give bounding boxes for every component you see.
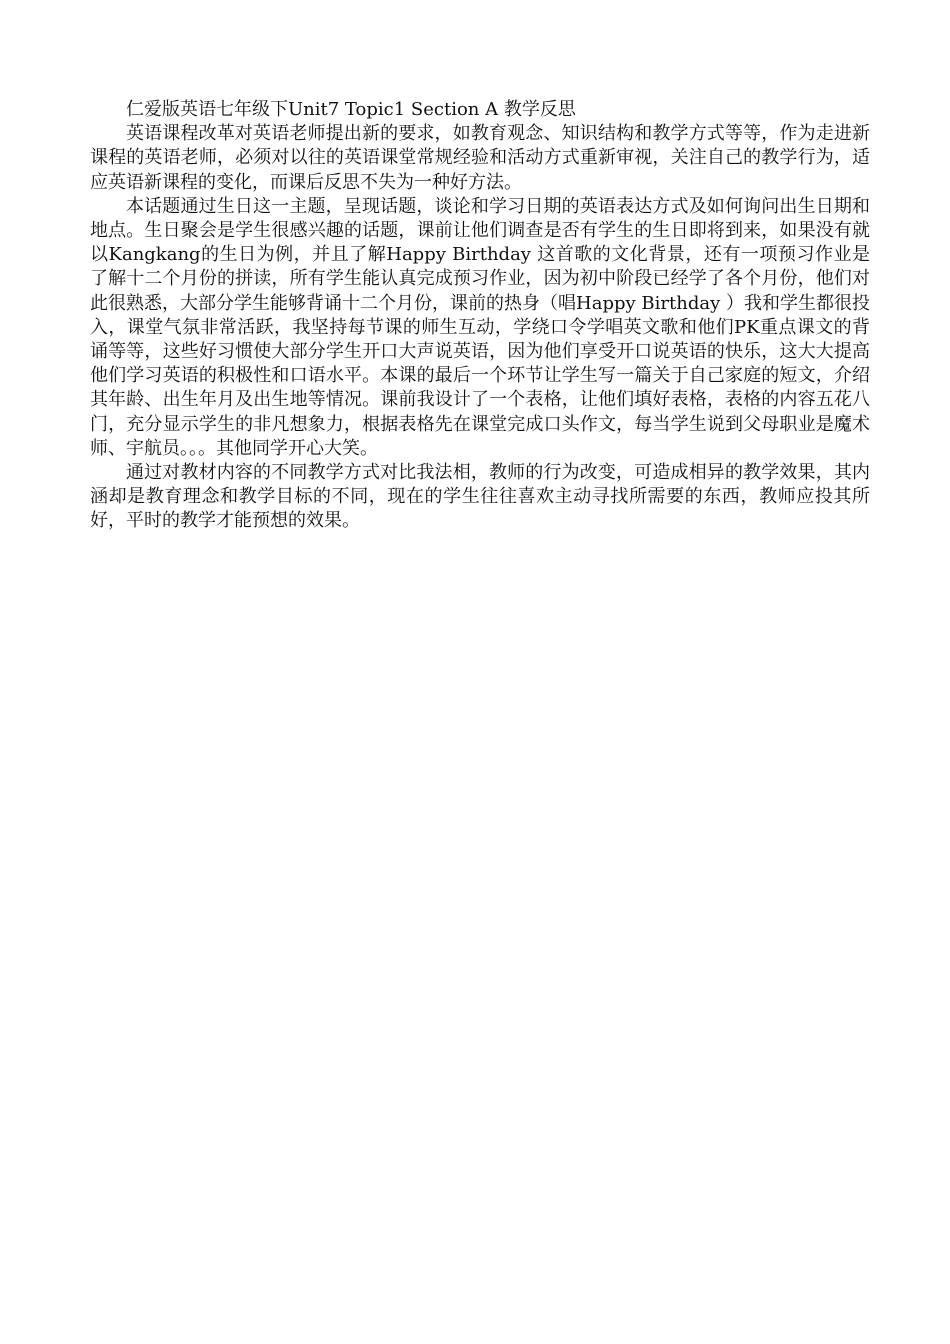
paragraph-lesson-description: 本话题通过生日这一主题，呈现话题，谈论和学习日期的英语表达方式及如何询问出生日期和地点。生日聚会是学生很感兴趣的话题，课前让他们调查是否有学生的生日即将到来，如果没有就以Kangkang的生日为例，并且了解Happy Birthday 这首歌的文化背景，还有一项预习作业是了解十二个月份的拼读，所有学生能认真完成预习作业，因为初中阶段已经学了各个月份，他们对此很熟悉，大部分学生能够背诵十二个月份，课前的热身（唱Happy Birthday ）我和学生都很投入，课堂气氛非常活跃，我坚持每节课的师生互动，学绕口令学唱英文歌和他们PK重点课文的背诵等等，这些好习惯使大部分学生开口大声说英语，因为他们享受开口说英语的快乐，这大大提高他们学习英语的积极性和口语水平。本课的最后一个环节让学生写一篇关于自己家庭的短文，介绍其年龄、出生年月及出生地等情况。课前我设计了一个表格，让他们填好表格，表格的内容五花八门，充分显示学生的非凡想象力，根据表格先在课堂完成口头作文，每当学生说到父母职业是魔术师、宇航员。。。其他同学开心大笑。 (90, 195, 870, 459)
paragraph-conclusion: 通过对教材内容的不同教学方式对比我法相，教师的行为改变，可造成相异的教学效果，其内涵却是教育理念和教学目标的不同，现在的学生往往喜欢主动寻找所需要的东西，教师应投其所好，平时的教学才能预想的效果。 (90, 462, 870, 532)
paragraph-course-reform: 英语课程改革对英语老师提出新的要求，如教育观念、知识结构和教学方式等等，作为走进新课程的英语老师，必须对以往的英语课堂常规经验和活动方式重新审视，关注自己的教学行为，适应英语新课程的变化，而课后反思不失为一种好方法。 (90, 123, 870, 193)
document-title: 仁爱版英语七年级下Unit7 Topic1 Section A 教学反思 (126, 99, 576, 120)
document-body (90, 98, 870, 534)
